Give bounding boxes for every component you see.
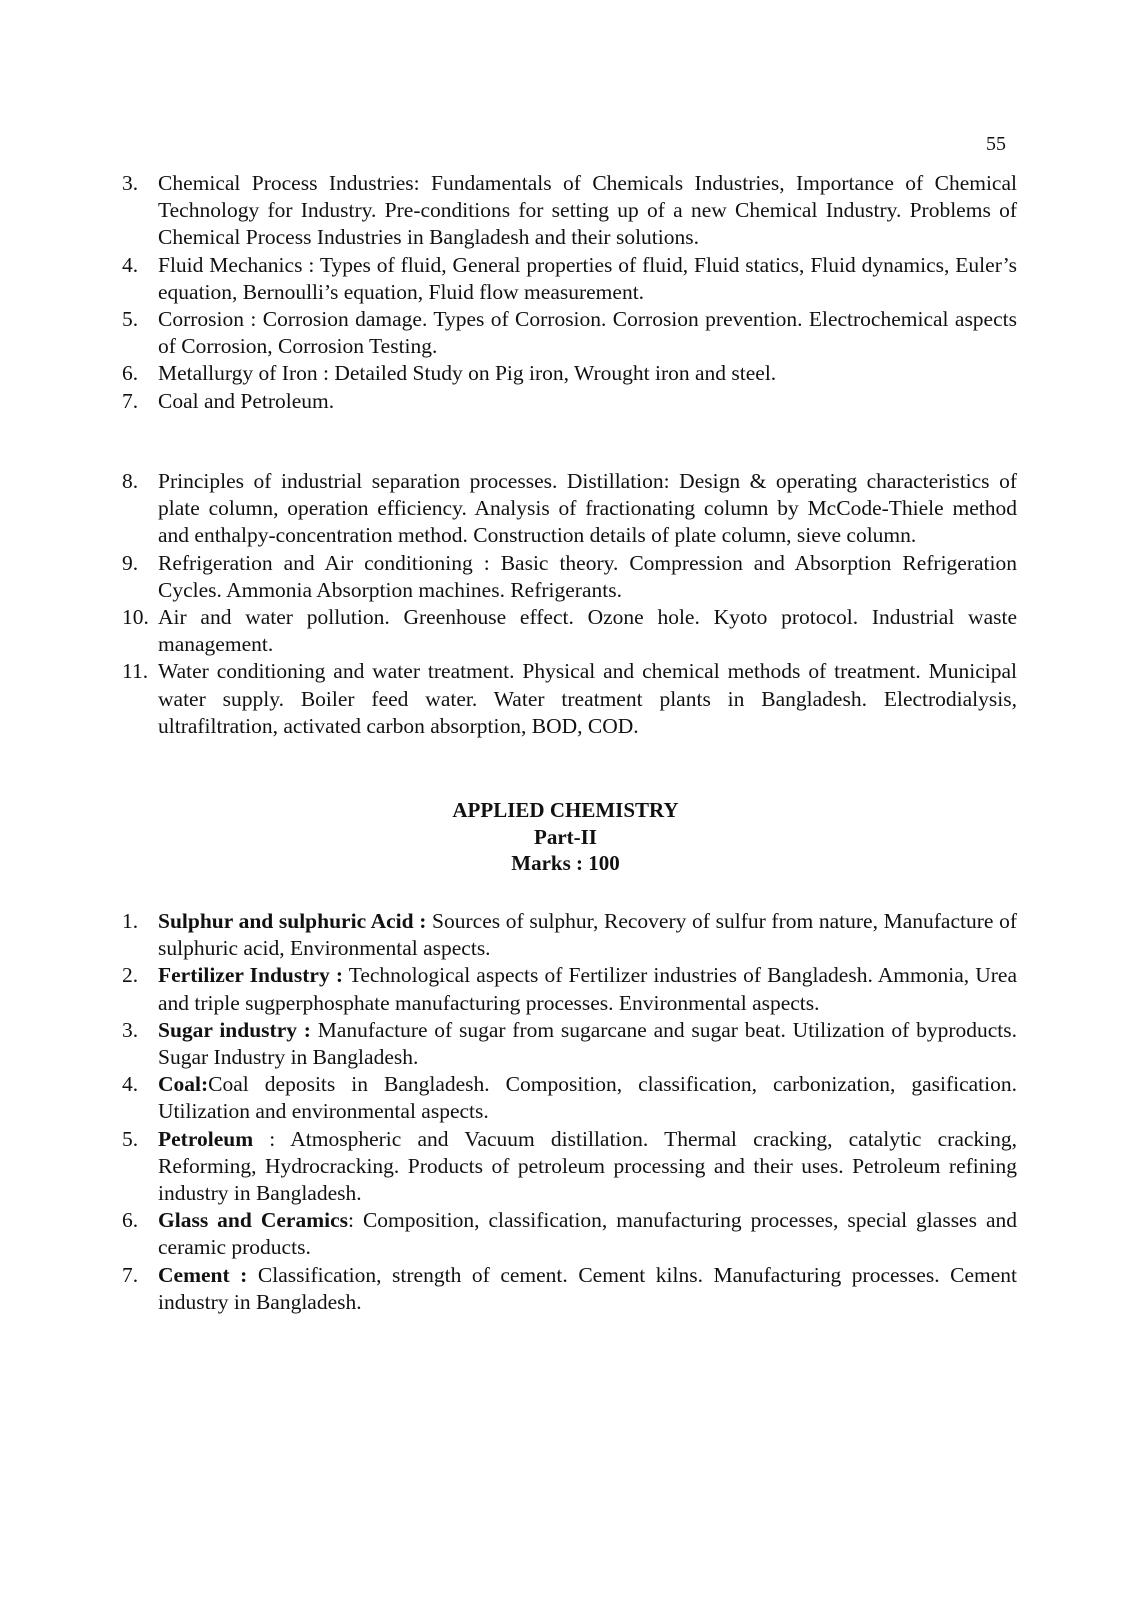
list-item [122,388,1017,415]
item-description: : Atmospheric and Vacuum distillation. Thermal cracking, catalytic cracking, Reforming, Hydrocracking. Products of petroleum processing and their uses. Petroleum refining industry in Bangladesh. [158,1126,1017,1206]
list-item [122,550,1017,604]
list-item [122,1126,1017,1208]
item-number: 7. [122,1262,139,1287]
heading-marks: Marks : 100 [511,851,620,875]
item-topic: Petroleum [158,1126,254,1151]
item-number: 5. [122,307,139,332]
item-number: 7. [122,388,139,413]
list-item [122,908,1017,962]
item-text [158,962,1017,1016]
list-item [122,170,1017,252]
item-description: : Composition, classification, manufacturing processes, special glasses and ceramic products. [158,1208,1018,1260]
list-item [122,1071,1017,1125]
item-number: 10. [122,605,149,630]
heading-title: APPLIED CHEMISTRY [452,798,679,822]
item-number: 5. [122,1126,139,1151]
item-description: Technological aspects of Fertilizer industries of Bangladesh. Ammonia, Urea and triple sugperphosphate manufacturing processes. Environmental aspects. [158,963,1017,1015]
list-item [122,252,1017,306]
list-item [122,962,1017,1016]
item-number: 3. [122,171,139,195]
syllabus-list-part-a [122,170,1017,415]
item-topic: Fertilizer Industry : [158,963,343,988]
item-text: Fluid Mechanics : Types of fluid, General properties of fluid, Fluid statics, Fluid dynamics, Euler’s equation, Bernoulli’s equation, Fluid flow measurement. [158,252,1017,304]
syllabus-list-part-ii [122,908,1017,1316]
item-text [158,1262,1017,1316]
item-number: 1. [122,909,139,933]
item-text: Principles of industrial separation processes. Distillation: Design & operating characteristics of plate column, operation efficiency. Analysis of fractionating column by McCode-Thiele method and enthalpy-concentration method. Construction details of plate column, sieve column. [158,469,1017,548]
list-item [122,1017,1017,1071]
heading-part: Part-II [534,824,597,849]
item-topic: Sulphur and sulphuric Acid : [158,909,427,933]
item-text [158,1071,1017,1125]
item-description: Classification, strength of cement. Cement kilns. Manufacturing processes. Cement industry in Bangladesh. [158,1262,1017,1314]
item-text: Air and water pollution. Greenhouse effect. Ozone hole. Kyoto protocol. Industrial waste management. [158,605,1017,657]
list-item [122,1207,1017,1261]
page-number: 55 [986,133,1006,155]
item-description: Sources of sulphur, Recovery of sulfur from nature, Manufacture of sulphuric acid, Environmental aspects. [158,909,1018,961]
item-number: 3. [122,1017,139,1042]
item-topic: Cement : [158,1262,248,1287]
section-heading [0,797,1131,877]
item-description: Coal deposits in Bangladesh. Composition, classification, carbonization, gasification. Utilization and environmental aspects. [158,1072,1017,1124]
item-text: Chemical Process Industries: Fundamentals of Chemicals Industries, Importance of Chemical Technology for Industry. Pre-conditions for setting up of a new Chemical Industry. Problems of Chemical Process Industries in Bangladesh and their solutions. [158,171,1017,250]
item-text: Metallurgy of Iron : Detailed Study on Pig iron, Wrought iron and steel. [158,361,777,386]
list-item [122,658,1017,740]
item-text [158,1207,1017,1261]
item-text: Refrigeration and Air conditioning : Basic theory. Compression and Absorption Refrigeration Cycles. Ammonia Absorption machines. Refrigerants. [158,550,1017,602]
item-text [158,1126,1017,1208]
list-item [122,306,1017,360]
item-topic: Glass and Ceramics [158,1208,348,1233]
item-topic: Coal: [158,1072,209,1097]
item-description: Manufacture of sugar from sugarcane and sugar beat. Utilization of byproducts. Sugar Industry in Bangladesh. [158,1017,1017,1070]
item-number: 8. [122,469,139,493]
item-number: 2. [122,963,139,988]
item-number: 11. [122,659,149,684]
list-item [122,468,1017,550]
list-item [122,604,1017,658]
item-number: 4. [122,1072,139,1097]
item-topic: Sugar industry : [158,1017,311,1042]
list-item [122,360,1017,387]
item-text [158,908,1017,962]
syllabus-list-part-b [122,468,1017,740]
item-text: Coal and Petroleum. [158,388,335,413]
list-item [122,1262,1017,1316]
item-text [158,1017,1017,1071]
item-number: 6. [122,1208,139,1233]
item-number: 6. [122,361,139,386]
item-text: Water conditioning and water treatment. Physical and chemical methods of treatment. Municipal water supply. Boiler feed water. Water treatment plants in Bangladesh. Electrodialysis, ultrafiltration, activated carbon absorption, BOD, COD. [158,659,1017,738]
item-number: 4. [122,252,139,277]
item-number: 9. [122,550,139,575]
item-text: Corrosion : Corrosion damage. Types of Corrosion. Corrosion prevention. Electrochemical aspects of Corrosion, Corrosion Testing. [158,307,1017,359]
